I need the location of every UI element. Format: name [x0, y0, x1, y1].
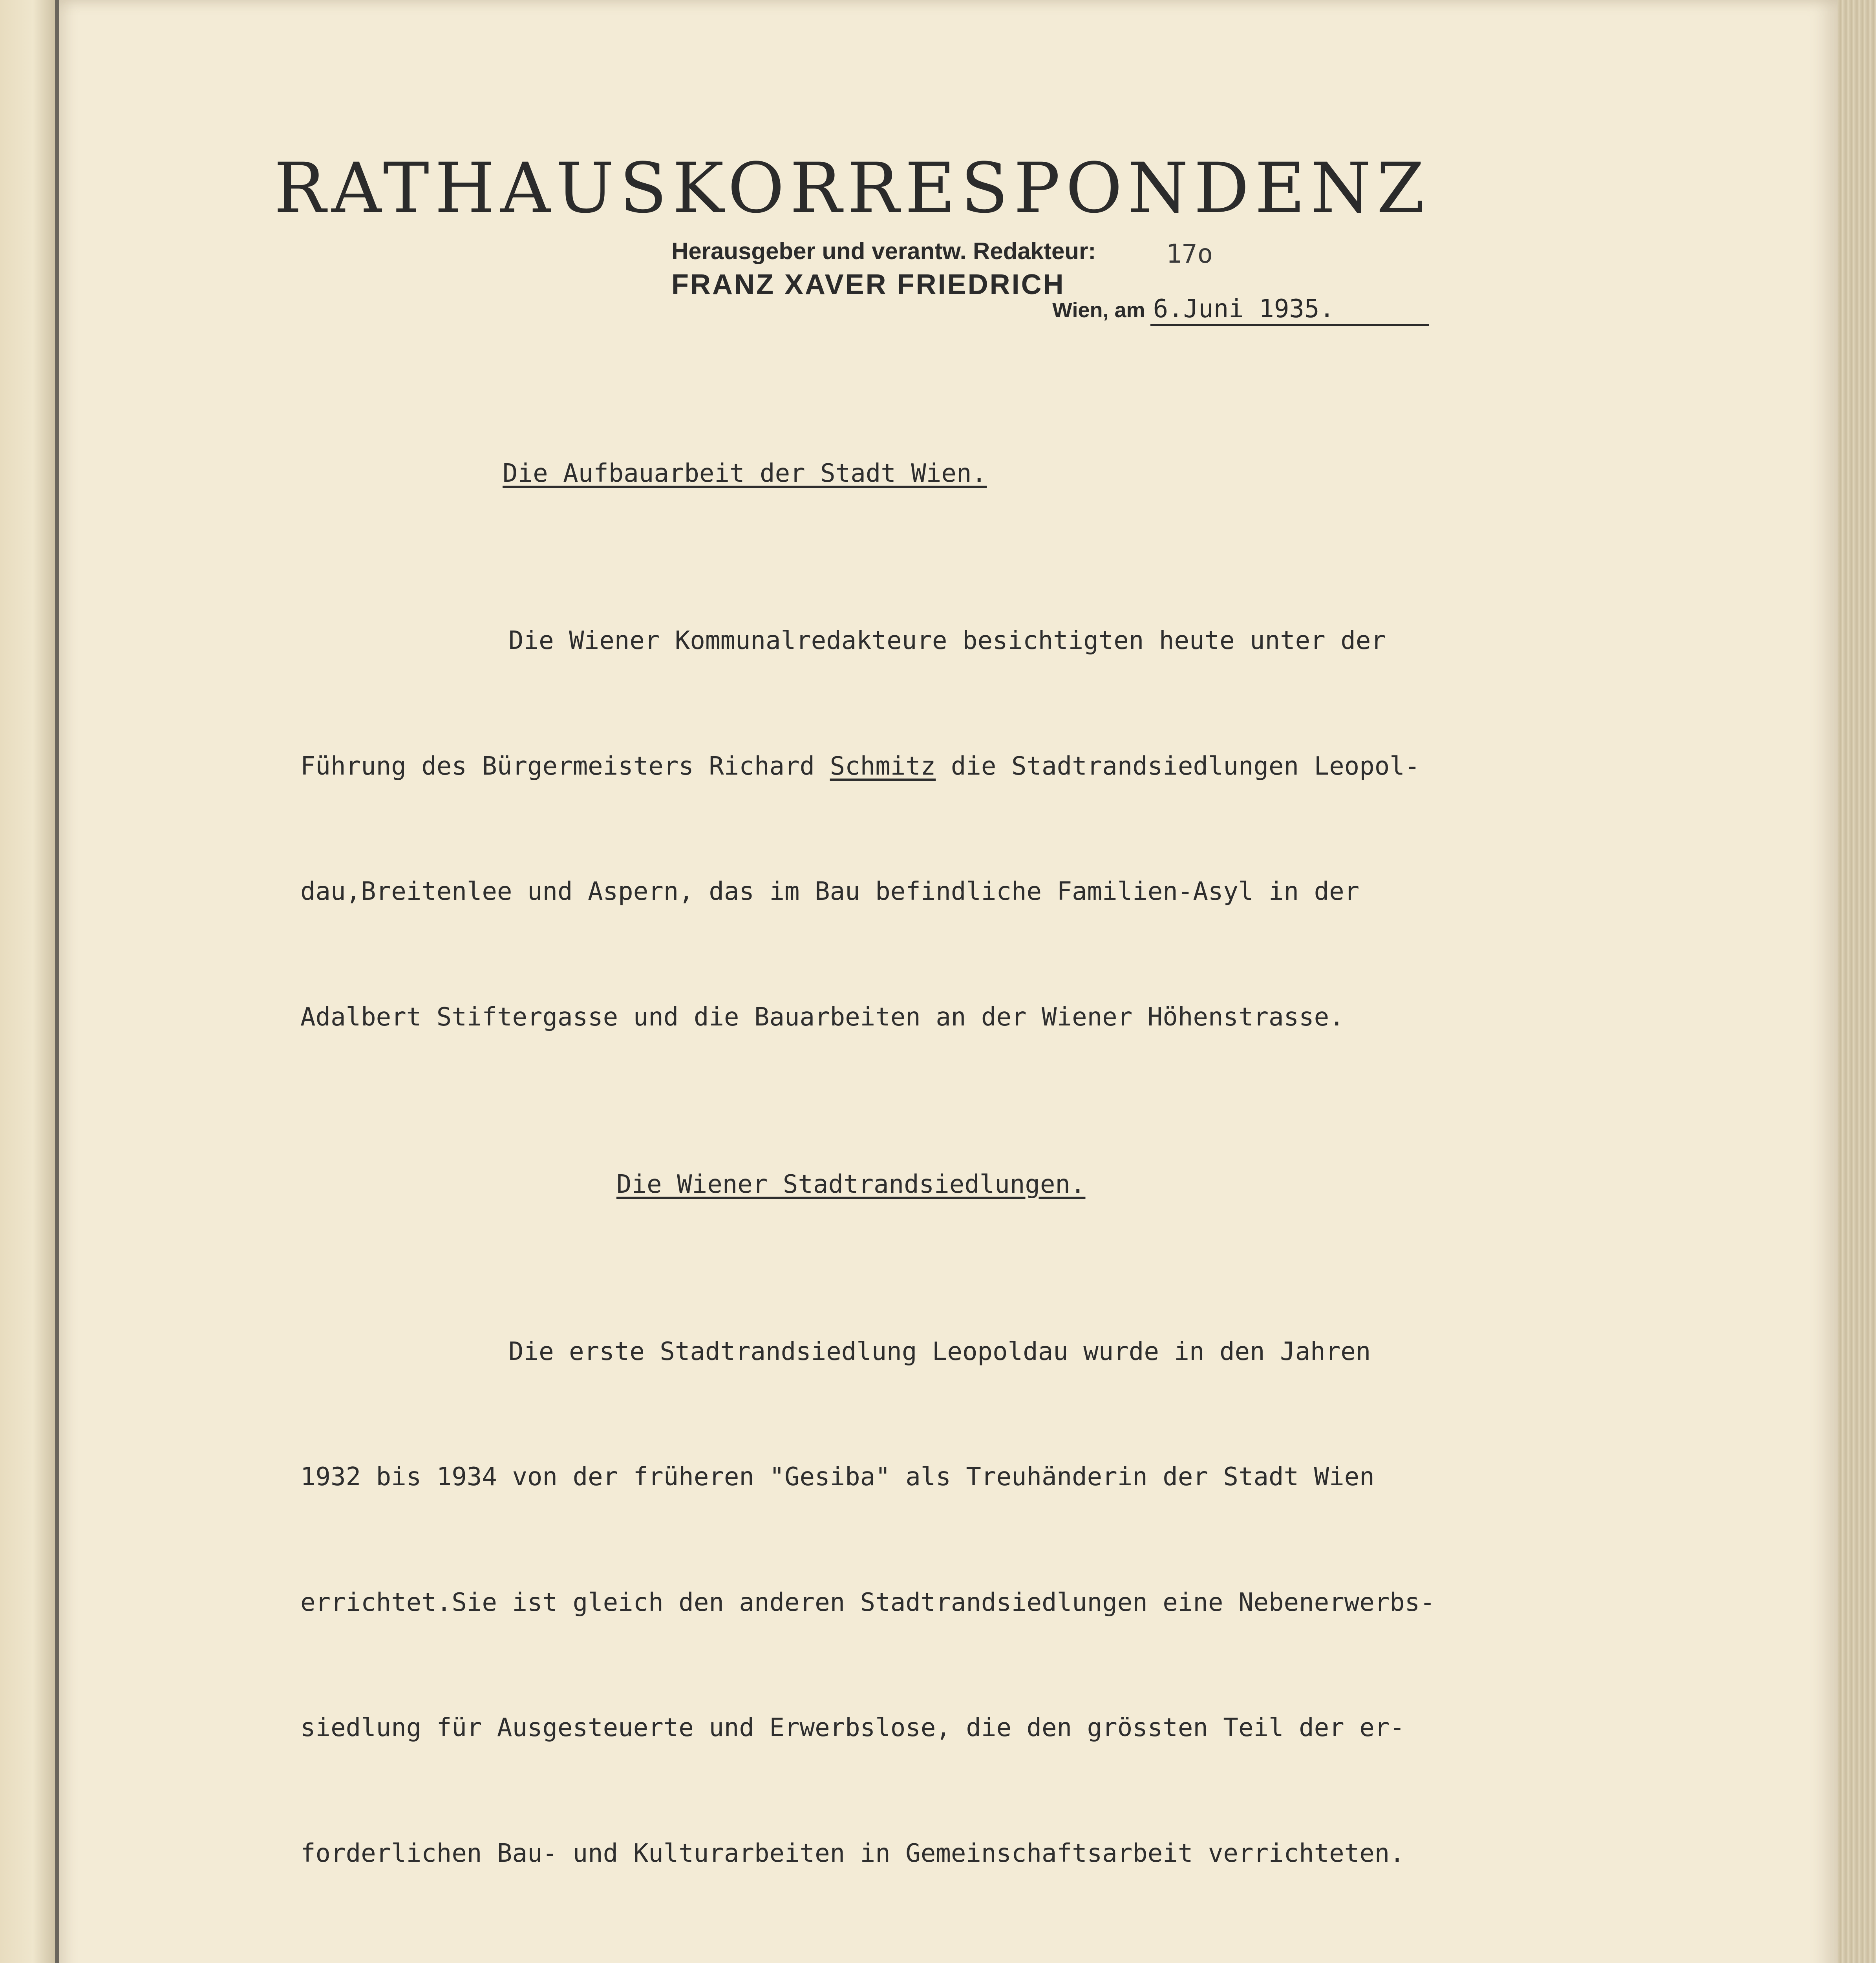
text-line: Die erste Stadtrandsiedlung Leopoldau wurde in den Jahren	[508, 1337, 1371, 1366]
section-title: Die Wiener Stadtrandsiedlungen.	[616, 1170, 1086, 1199]
masthead	[267, 149, 1437, 228]
editor-label: Herausgeber und verantw. Redakteur:	[671, 238, 1096, 264]
editor-name: FRANZ XAVER FRIEDRICH	[671, 269, 1065, 300]
text-line: siedlung für Ausgesteuerte und Erwerbslose, die den grössten Teil der er-	[300, 1713, 1405, 1742]
text-line: dau,Breitenlee und Aspern, das im Bau befindliche Familien-Asyl in der	[300, 877, 1360, 906]
text-fragment: die Stadtrandsiedlungen Leopol-	[936, 751, 1420, 781]
page-stack-edge	[1838, 0, 1876, 1963]
facing-page-edge	[0, 0, 55, 1963]
date-underline	[1150, 324, 1429, 326]
text-line	[300, 1958, 1537, 1963]
editor-block	[671, 236, 1417, 302]
article-body	[300, 369, 1537, 1963]
date-label: Wien, am	[1052, 298, 1145, 322]
text-line: forderlichen Bau- und Kulturarbeiten in Gemeinschaftsarbeit verrichteten.	[300, 1839, 1405, 1868]
issue-number: 17o	[1166, 239, 1213, 269]
date-value: 6.Juni 1935.	[1153, 294, 1335, 324]
text-line: errichtet.Sie ist gleich den anderen Stadtrandsiedlungen eine Nebenerwerbs-	[300, 1588, 1435, 1617]
date-line	[1052, 294, 1429, 324]
article-title: Die Aufbauarbeit der Stadt Wien.	[503, 459, 987, 488]
text-line: Adalbert Stiftergasse und die Bauarbeiten an der Wiener Höhenstrasse.	[300, 1002, 1344, 1032]
text-line	[300, 746, 1537, 788]
masthead-title: RATHAUSKORRESPONDENZ	[274, 148, 1430, 228]
text-line: Die Wiener Kommunalredakteure besichtigten heute unter der	[508, 626, 1386, 655]
text-fragment: Führung des Bürgermeisters Richard	[300, 751, 830, 781]
mayor-name: Schmitz	[830, 751, 936, 781]
text-line: 1932 bis 1934 von der früheren "Gesiba" als Treuhänderin der Stadt Wien	[300, 1462, 1375, 1491]
